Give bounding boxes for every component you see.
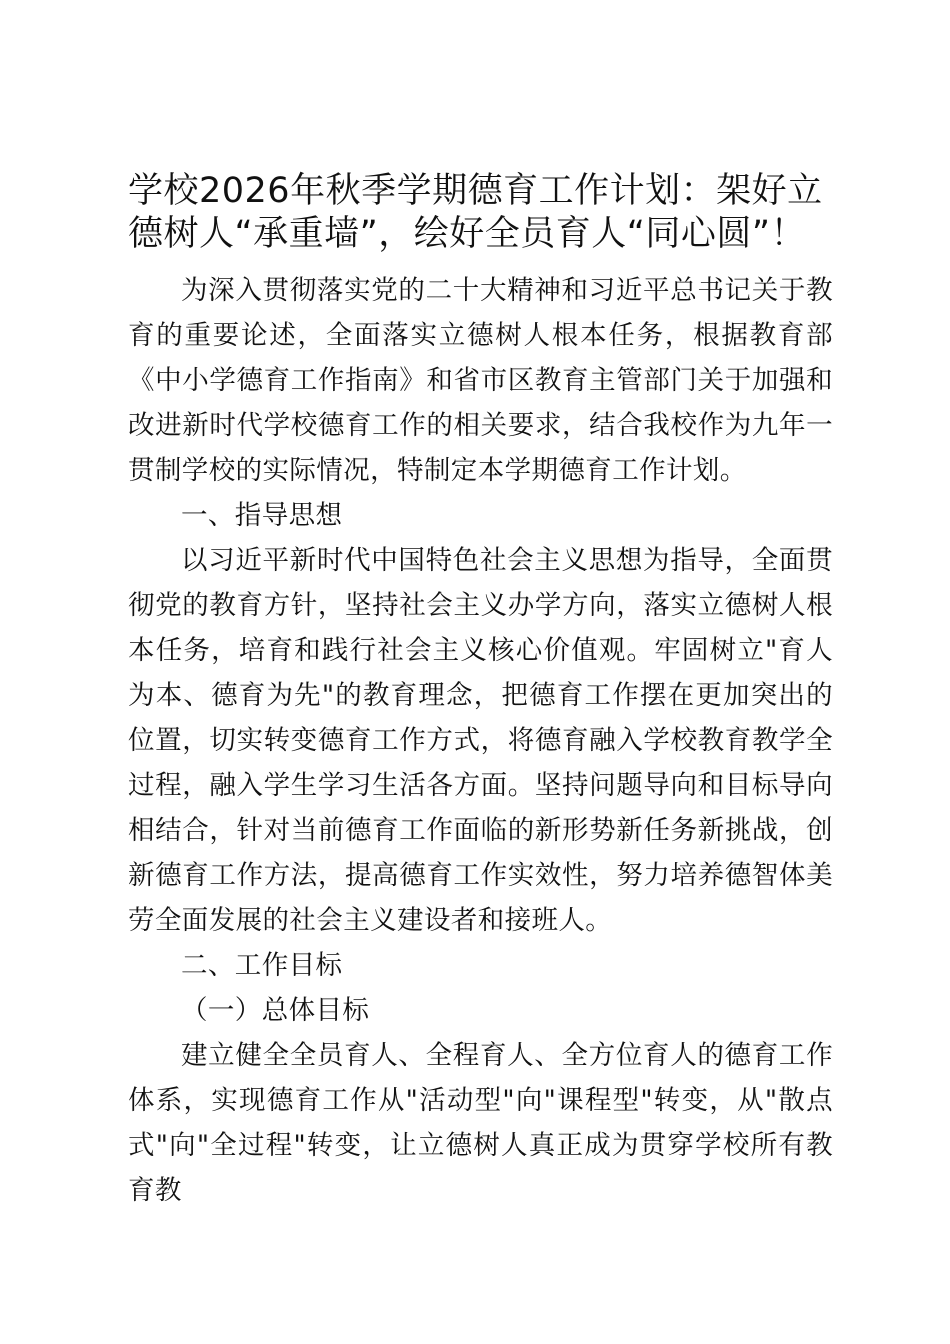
document-page [128,170,833,1213]
subsection-heading-overall-goal: （一）总体目标 [181,995,370,1026]
title-line-2: 德树人“承重墙”，绘好全员育人“同心圆”！ [128,214,807,254]
intro-paragraph: 为深入贯彻落实党的二十大精神和习近平总书记关于教育的重要论述，全面落实立德树人根本任务，根据教育部《中小学德育工作指南》和省市区教育主管部门关于加强和改进新时代学校德育工作的相关要求，结合我校作为九年一贯制学校的实际情况，特制定本学期德育工作计划。 [128,275,833,486]
overall-goal-paragraph: 建立健全全员育人、全程育人、全方位育人的德育工作体系，实现德育工作从"活动型"向"课程型"转变，从"散点式"向"全过程"转变，让立德树人真正成为贯穿学校所有教育教 [128,1040,833,1206]
title-line-1: 学校2026年秋季学期德育工作计划：架好立 [128,171,823,211]
section-heading-work-goals: 二、工作目标 [181,950,343,981]
document-title [128,170,833,256]
section-heading-guiding-ideology: 一、指导思想 [181,500,343,531]
guiding-ideology-paragraph: 以习近平新时代中国特色社会主义思想为指导，全面贯彻党的教育方针，坚持社会主义办学方向，落实立德树人根本任务，培育和践行社会主义核心价值观。牢固树立"育人为本、德育为先"的教育理念，把德育工作摆在更加突出的位置，切实转变德育工作方式，将德育融入学校教育教学全过程，融入学生学习生活各方面。坚持问题导向和目标导向相结合，针对当前德育工作面临的新形势新任务新挑战，创新德育工作方法，提高德育工作实效性，努力培养德智体美劳全面发展的社会主义建设者和接班人。 [128,545,833,936]
